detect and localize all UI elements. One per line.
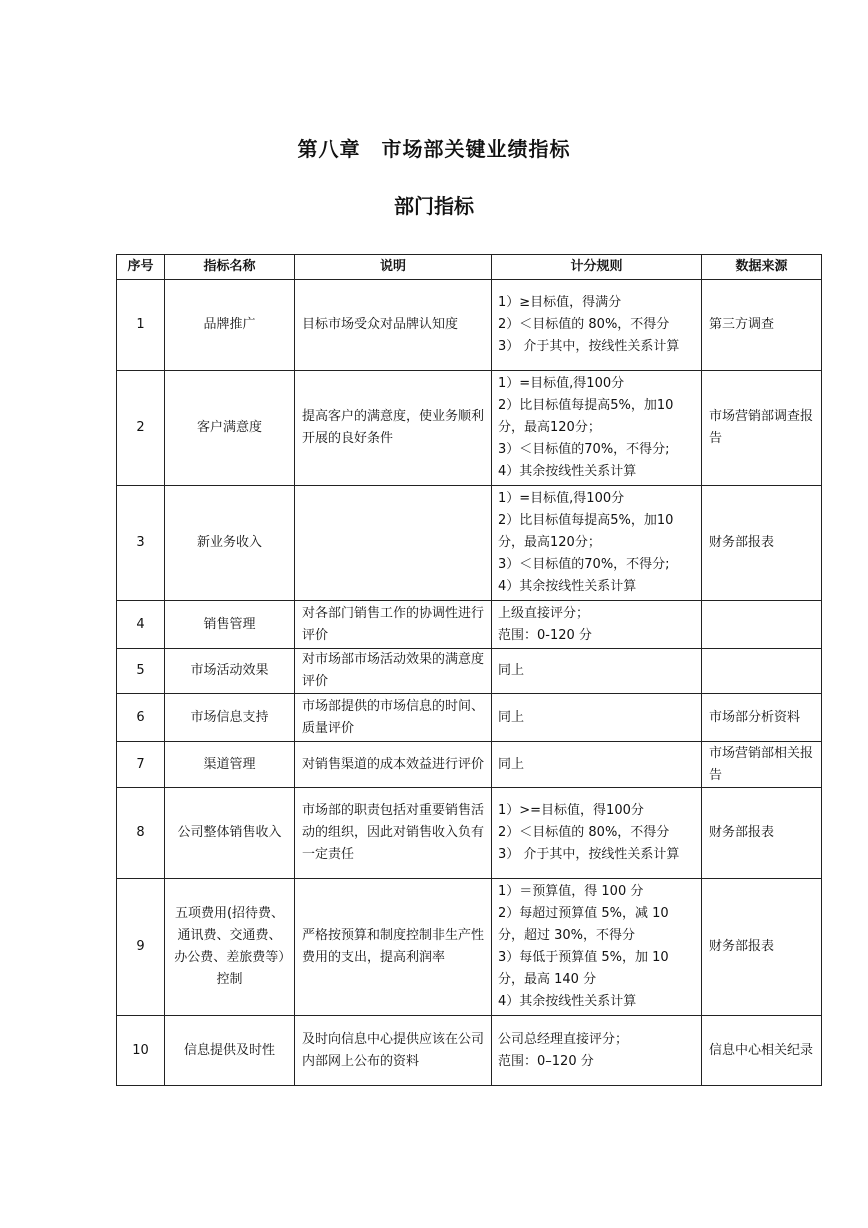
row-rule: 1）≥目标值，得满分 2）＜目标值的 80%，不得分 3） 介于其中，按线性关系计算	[492, 280, 702, 371]
row-source: 市场营销部调查报告	[702, 371, 822, 486]
row-no: 5	[117, 649, 165, 694]
header-no: 序号	[117, 255, 165, 280]
row-desc: 严格按预算和制度控制非生产性费用的支出，提高利润率	[295, 879, 492, 1016]
table-row	[117, 742, 822, 788]
row-desc: 市场部提供的市场信息的时间、质量评价	[295, 694, 492, 742]
row-name: 五项费用(招待费、通讯费、交通费、办公费、差旅费等）控制	[165, 879, 295, 1016]
row-name: 品牌推广	[165, 280, 295, 371]
row-source	[702, 649, 822, 694]
chapter-title: 第八章 市场部关键业绩指标	[297, 137, 571, 161]
row-desc: 对市场部市场活动效果的满意度评价	[295, 649, 492, 694]
row-rule: 1）=目标值,得100分 2）比目标值每提高5%，加10分，最高120分； 3）＜目标值的70%，不得分; 4）其余按线性关系计算	[492, 486, 702, 601]
row-rule: 同上	[492, 649, 702, 694]
row-name: 客户满意度	[165, 371, 295, 486]
row-rule: 同上	[492, 742, 702, 788]
row-source: 市场部分析资料	[702, 694, 822, 742]
table-row	[117, 788, 822, 879]
row-desc	[295, 486, 492, 601]
row-name: 渠道管理	[165, 742, 295, 788]
table-row	[117, 694, 822, 742]
row-desc: 目标市场受众对品牌认知度	[295, 280, 492, 371]
row-name: 公司整体销售收入	[165, 788, 295, 879]
row-no: 2	[117, 371, 165, 486]
row-source: 财务部报表	[702, 486, 822, 601]
header-desc: 说明	[295, 255, 492, 280]
table-row	[117, 1016, 822, 1086]
table-row	[117, 486, 822, 601]
row-rule: 同上	[492, 694, 702, 742]
row-no: 7	[117, 742, 165, 788]
row-rule: 上级直接评分； 范围：0-120 分	[492, 601, 702, 649]
row-source: 财务部报表	[702, 788, 822, 879]
row-name: 信息提供及时性	[165, 1016, 295, 1086]
row-desc: 对各部门销售工作的协调性进行评价	[295, 601, 492, 649]
row-source: 信息中心相关纪录	[702, 1016, 822, 1086]
row-no: 8	[117, 788, 165, 879]
table-row	[117, 879, 822, 1016]
header-name: 指标名称	[165, 255, 295, 280]
section-title: 部门指标	[394, 194, 474, 218]
table-row	[117, 649, 822, 694]
table-row	[117, 601, 822, 649]
row-name: 销售管理	[165, 601, 295, 649]
row-desc: 对销售渠道的成本效益进行评价	[295, 742, 492, 788]
row-rule: 公司总经理直接评分； 范围：0–120 分	[492, 1016, 702, 1086]
header-rule: 计分规则	[492, 255, 702, 280]
table-row	[117, 371, 822, 486]
row-no: 9	[117, 879, 165, 1016]
row-desc: 提高客户的满意度，使业务顺利开展的良好条件	[295, 371, 492, 486]
row-no: 1	[117, 280, 165, 371]
row-rule: 1）＝预算值，得 100 分 2）每超过预算值 5%，减 10 分，超过 30%，不得分 3）每低于预算值 5%，加 10 分，最高 140 分 4）其余按线性关系计算	[492, 879, 702, 1016]
row-rule: 1）=目标值,得100分 2）比目标值每提高5%，加10分，最高120分； 3）＜目标值的70%，不得分; 4）其余按线性关系计算	[492, 371, 702, 486]
row-name: 市场活动效果	[165, 649, 295, 694]
row-desc: 及时向信息中心提供应该在公司内部网上公布的资料	[295, 1016, 492, 1086]
row-source: 第三方调查	[702, 280, 822, 371]
row-no: 4	[117, 601, 165, 649]
row-name: 新业务收入	[165, 486, 295, 601]
row-desc: 市场部的职责包括对重要销售活动的组织，因此对销售收入负有一定责任	[295, 788, 492, 879]
table-header-row	[117, 255, 822, 280]
row-no: 10	[117, 1016, 165, 1086]
row-no: 6	[117, 694, 165, 742]
row-rule: 1）>=目标值，得100分 2）＜目标值的 80%，不得分 3） 介于其中，按线性关系计算	[492, 788, 702, 879]
row-no: 3	[117, 486, 165, 601]
kpi-table	[116, 254, 822, 1086]
header-source: 数据来源	[702, 255, 822, 280]
row-source: 市场营销部相关报告	[702, 742, 822, 788]
row-source: 财务部报表	[702, 879, 822, 1016]
row-source	[702, 601, 822, 649]
table-row	[117, 280, 822, 371]
row-name: 市场信息支持	[165, 694, 295, 742]
